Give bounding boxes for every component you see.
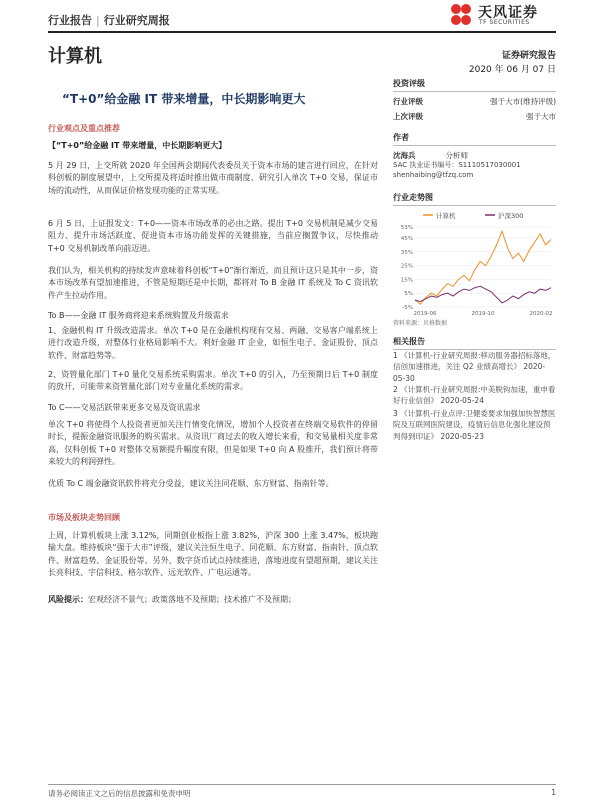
- y-tick-label: 35%: [400, 249, 413, 256]
- author-row: [393, 150, 556, 161]
- x-tick-label: 2019-10: [471, 311, 495, 317]
- industry-title: 计算机: [48, 46, 102, 67]
- rating-row: [393, 111, 556, 122]
- author-role: 分析师: [445, 151, 468, 160]
- footer-disclaimer: 请务必阅读正文之后的信息披露和免责申明: [48, 789, 191, 798]
- paragraph: 优质 To C 端金融资讯软件将充分受益，建议关注同花顺、东方财富、指南针等。: [48, 479, 334, 488]
- subcategory-label: 行业研究周报: [103, 14, 170, 27]
- legend-label: 沪深300: [498, 212, 524, 220]
- paragraph: 2、资管量化部门 T+0 量化交易系统采购需求。单次 T+0 的引入，乃至预期日后 T+0 制度的放开，可能带来资管量化部门对专业量化系统的需求。: [48, 370, 378, 392]
- report-type: 证券研究报告: [501, 51, 556, 61]
- chart-source: 资料来源：贝格数据: [393, 320, 448, 327]
- author-title: 作者: [393, 132, 556, 146]
- paragraph: 我们认为，相关机构的持续发声意味着科创板“T+0”渐行渐近，而且预计这只是其中一步，资本市场改革有望加速推进，不管是短期还是中长期，都将对 To B 金融 IT 系统及 To C 资讯软件产生拉动作用。: [48, 266, 378, 300]
- y-tick-label: 45%: [400, 236, 413, 243]
- logo-subtitle: TF SECURITIES: [479, 19, 530, 26]
- y-tick-label: -5%: [402, 305, 413, 311]
- trend-chart: [393, 205, 556, 325]
- author-panel: [393, 132, 556, 181]
- x-tick-label: 2020-02: [529, 311, 553, 317]
- chart-panel: [393, 192, 556, 206]
- related-report-item[interactable]: 1 《计算机-行业研究周报:移动服务器招标落地，信创加速推进，关注 Q2 业绩高增长》 2020-05-30: [393, 351, 556, 383]
- author-email[interactable]: shenhaibing@tfzq.com: [393, 170, 474, 179]
- risk-paragraph: [48, 594, 378, 606]
- section-title-views: 行业观点及重点推荐: [48, 124, 120, 133]
- chart-title: 行业走势图: [393, 192, 556, 206]
- paragraph: 6 月 5 日，上证报发文：T+0——资本市场改革的必由之路。提出 T+0 交易机制是减少交易阻力、提升市场活跃度、促进资本市场功能发挥的关键措施，当前应搁置争议，尽快推动 T+0 交易机制改革向前迈进。: [48, 219, 378, 253]
- y-tick-label: 53%: [400, 225, 413, 231]
- author-name: 沈海兵: [393, 151, 416, 160]
- headline: “T+0”给金融 IT 带来增量，中长期影响更大: [62, 92, 306, 106]
- paragraph: 5 月 29 日，上交所就 2020 年全国两会期间代表委员关于资本市场的建言进行回应，在针对科创板的制度展望中，上交所提及将适时推出做市商制度、研究引入单次 T+0 交易，保证市场的流动性，从而保证价格发现功能的正常实现。: [48, 161, 378, 195]
- y-tick-label: 15%: [400, 277, 413, 284]
- rating-title: 投资评级: [393, 78, 556, 92]
- section-title-market: 市场及板块走势回顾: [48, 513, 120, 522]
- report-date: 2020 年 06 月 07 日: [468, 65, 556, 75]
- risk-text: 宏观经济不景气；政策落地不及预期；技术推广不及预期；: [88, 595, 296, 604]
- lead-heading: 【“T+0”给金融 IT 带来增量，中长期影响更大】: [48, 141, 227, 150]
- rating-value: 强于大市(维持评级): [490, 97, 556, 106]
- category-label: 行业报告: [48, 14, 92, 27]
- header-divider: [48, 31, 556, 33]
- x-tick-label: 2019-06: [413, 311, 437, 317]
- category-separator: |: [96, 14, 100, 27]
- rating-row: [393, 96, 556, 107]
- rating-label: 行业评级: [393, 97, 423, 106]
- y-tick-label: 25%: [400, 263, 413, 270]
- paragraph: To C——交易活跃带来更多交易及资讯需求: [48, 403, 201, 412]
- rating-label: 上次评级: [393, 112, 423, 121]
- related-report-item[interactable]: 3 《计算机-行业点评:卫健委要求加强加快智慧医院及互联网医院建设，疫情后信息化强化建设预判得到印证》 2020-05-23: [393, 409, 556, 441]
- logo-name: 天风证券: [478, 5, 538, 21]
- page-number: 1: [551, 788, 556, 797]
- paragraph: To B——金融 IT 服务商将迎来系统购置及升级需求: [48, 311, 229, 320]
- author-license: SAC 执业证书编号：S1110517030001: [393, 161, 521, 169]
- series-line-hs300: [415, 286, 551, 303]
- paragraph: 1、金融机构 IT 升级改造需求。单次 T+0 是在金融机构现有交易、两融、交易客户端系统上进行改造升级，对整体行业格局影响不大。利好金融 IT 企业，如恒生电子、金证股份、顶点软件、财富趋势等。: [48, 326, 378, 360]
- paragraph: 上周，计算机板块上涨 3.12%，同期创业板指上涨 3.82%，沪深 300 上涨 3.47%，板块跑输大盘。维持板块“强于大市”评级，建议关注恒生电子、同花顺、东方财富、指南针、顶点软件、财富趋势、金证股份等。另外，数字货币试点持续推进，落地进度有望超预期，建议关注长亮科技、宇信科技、格尔软件、远光软件、广电运通等。: [48, 531, 378, 578]
- risk-label: 风险提示：: [48, 595, 88, 604]
- rating-value: 强于大市: [526, 112, 556, 121]
- related-report-item[interactable]: 2 《计算机-行业研究周报:中美脱钩加速，重申看好行业信创》 2020-05-24: [393, 385, 556, 406]
- paragraph: 单次 T+0 将使得个人投资者更加关注行情变化情况，增加个人投资者在终端交易软件的停留时长，提振金融资讯服务的购买需求。从资讯厂商过去的收入增长来看，和交易量相关度非常高，仅科创板 T+0 对整体交易额提升幅度有限，但是如果 T+0 向 A 股推开，我们预计将带来较大的利润弹性。: [48, 420, 378, 467]
- related-title: 相关报告: [393, 336, 556, 350]
- report-category: [48, 12, 170, 28]
- y-tick-label: 5%: [404, 291, 413, 298]
- footer-divider: [48, 784, 556, 785]
- legend-label: 计算机: [436, 212, 456, 220]
- rating-panel: [393, 78, 556, 122]
